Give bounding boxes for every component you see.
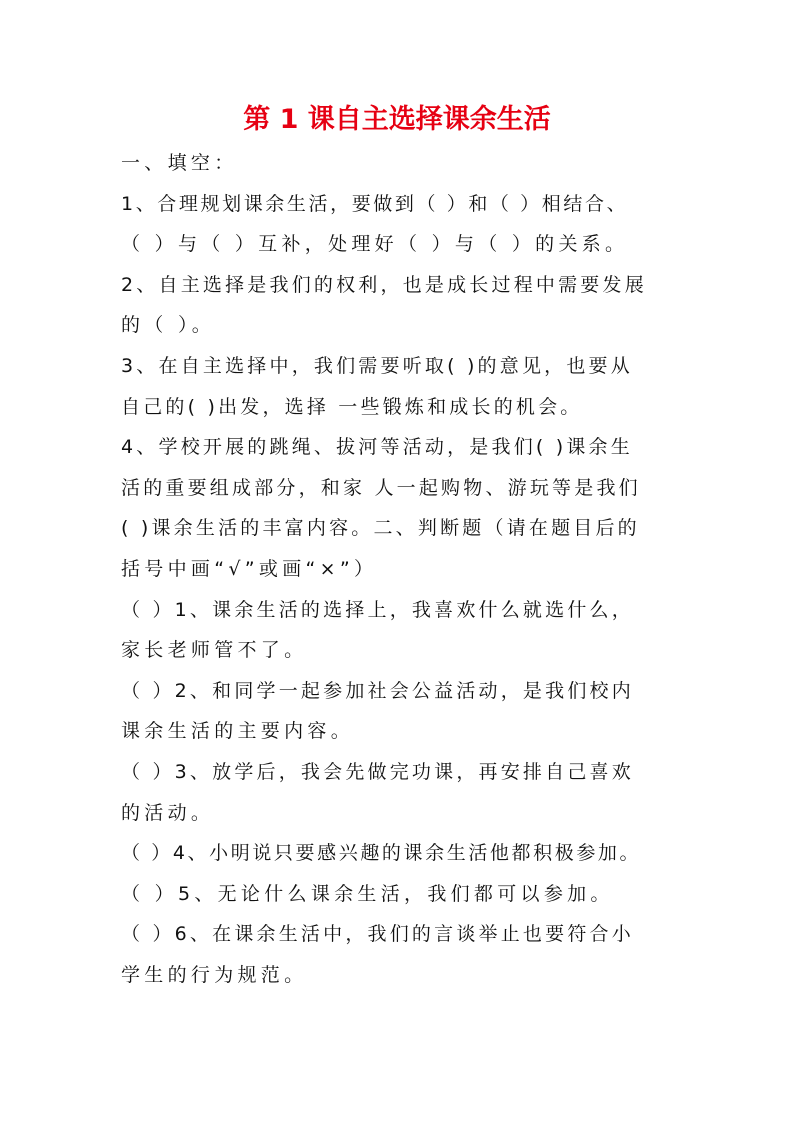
text-line: （ ）6、在课余生活中，我们的言谈举止也要符合小 bbox=[121, 923, 634, 946]
text-line: 自己的( )出发，选择 一些锻炼和成长的机会。 bbox=[121, 395, 583, 418]
text-line: 1、合理规划课余生活，要做到（ ）和（ ）相结合、 bbox=[121, 192, 629, 215]
text-line: 活的重要组成部分，和家 人一起购物、游玩等是我们 bbox=[121, 476, 641, 499]
section-heading-fill-blank: 一、填空： bbox=[121, 152, 238, 174]
text-line: ( )课余生活的丰富内容。二、判断题（请在题目后的 bbox=[121, 517, 640, 540]
text-line: 2、自主选择是我们的权利，也是成长过程中需要发展 bbox=[121, 273, 647, 296]
text-line: （ ）与（ ）互补，处理好（ ）与（ ）的关系。 bbox=[121, 233, 629, 256]
text-line: 学生的行为规范。 bbox=[121, 963, 308, 986]
page-title: 第 1 课自主选择课余生活 bbox=[243, 104, 551, 135]
text-line: 家长老师管不了。 bbox=[121, 639, 308, 662]
text-line: （ ）3、放学后，我会先做完功课，再安排自己喜欢 bbox=[121, 760, 634, 783]
text-line: 的（ ）。 bbox=[121, 314, 216, 337]
text-line: （ ）2、和同学一起参加社会公益活动，是我们校内 bbox=[121, 679, 634, 702]
text-line: （ ）5、无论什么课余生活，我们都可以参加。 bbox=[121, 882, 614, 905]
text-line: 3、在自主选择中，我们需要听取( )的意见，也要从 bbox=[121, 354, 633, 377]
text-line: 的活动。 bbox=[121, 801, 215, 824]
text-line: 课余生活的主要内容。 bbox=[121, 720, 355, 743]
document-body bbox=[121, 143, 701, 995]
text-line: 括号中画“√”或画“×”） bbox=[121, 557, 378, 580]
text-line: （ ）4、小明说只要感兴趣的课余生活他都积极参加。 bbox=[121, 842, 642, 865]
text-line: （ ）1、课余生活的选择上，我喜欢什么就选什么， bbox=[121, 598, 634, 621]
text-line: 4、学校开展的跳绳、拔河等活动，是我们( )课余生 bbox=[121, 436, 633, 459]
